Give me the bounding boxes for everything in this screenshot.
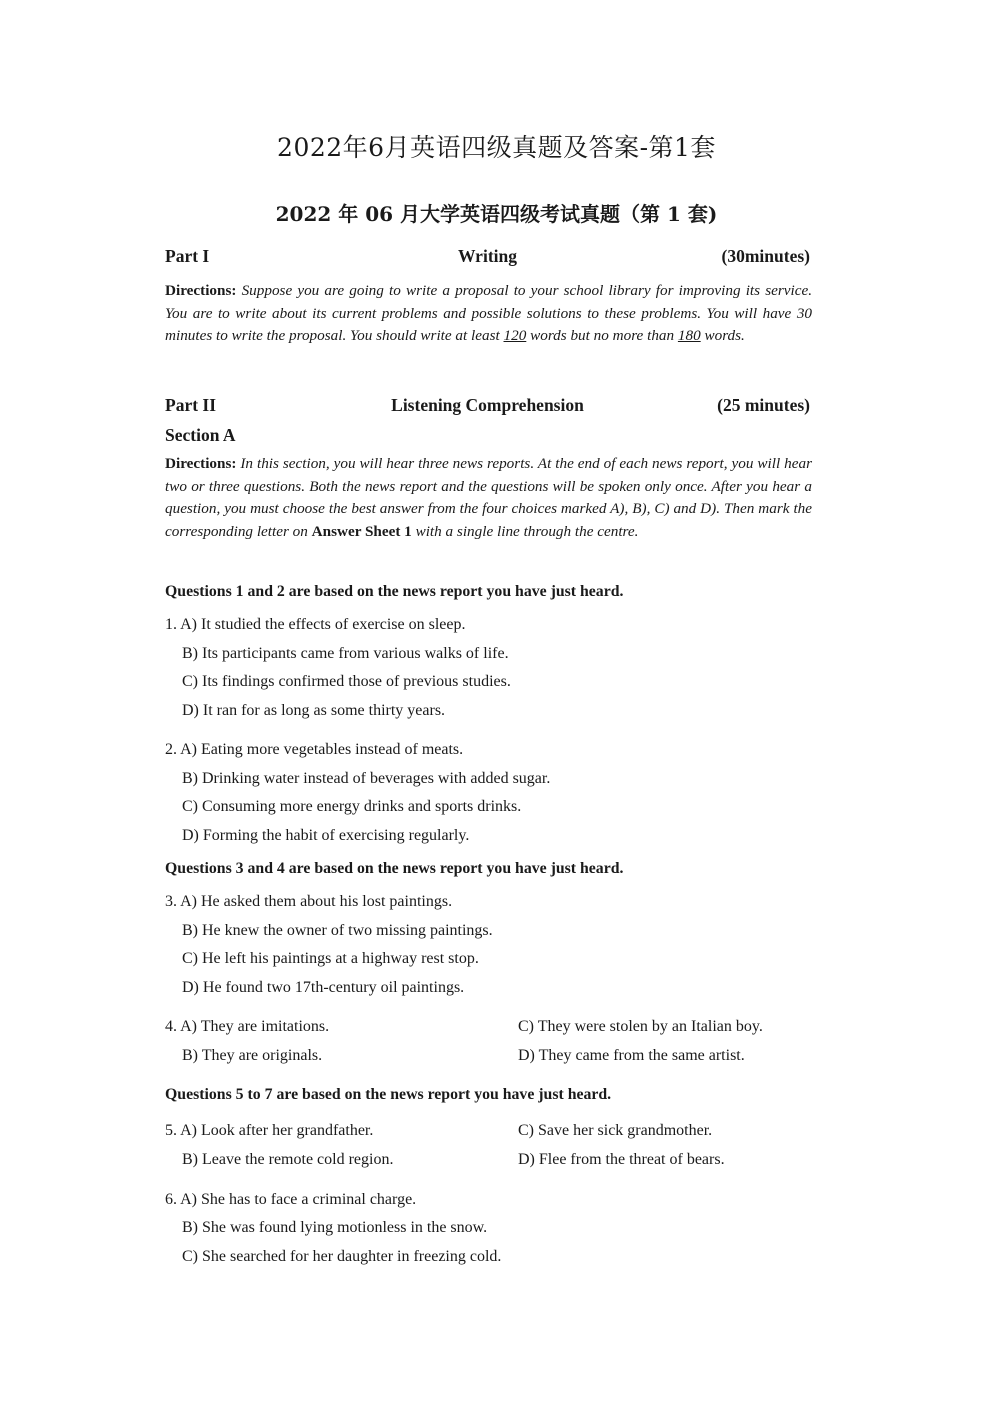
question-3-option-a: 3. A) He asked them about his lost paintings. — [165, 893, 453, 910]
question-6-option-c: C) She searched for her daughter in freezing cold. — [182, 1248, 502, 1265]
directions-text: with a single line through the centre. — [411, 523, 639, 541]
part-1-time: (30minutes) — [721, 246, 810, 266]
document-title: 2022年6月英语四级真题及答案-第1套 — [277, 133, 716, 162]
section-a-label: Section A — [165, 425, 236, 445]
answer-sheet-label: Answer Sheet 1 — [311, 523, 412, 541]
directions-lead: Directions: — [165, 282, 237, 299]
question-4-option-a: 4. A) They are imitations. — [165, 1018, 330, 1035]
question-group-heading: Questions 3 and 4 are based on the news report you have just heard. — [165, 860, 624, 877]
question-1-option-c: C) Its findings confirmed those of previous studies. — [182, 673, 511, 690]
part-1-name: Writing — [458, 246, 517, 266]
part-1-header — [165, 246, 810, 272]
exam-subtitle: 2022 年 06 月大学英语四级考试真题（第 1 套) — [275, 202, 718, 226]
directions-text: words. — [700, 327, 745, 345]
question-1-option-a: 1. A) It studied the effects of exercise on sleep. — [165, 616, 466, 633]
question-3-option-b: B) He knew the owner of two missing paintings. — [182, 922, 493, 939]
directions-text: words but no more than — [526, 327, 678, 345]
question-5-option-b: B) Leave the remote cold region. — [182, 1151, 394, 1168]
part-2-time: (25 minutes) — [717, 395, 810, 415]
question-4-option-c: C) They were stolen by an Italian boy. — [518, 1018, 763, 1035]
question-6-option-b: B) She was found lying motionless in the snow. — [182, 1219, 488, 1236]
question-group-heading: Questions 5 to 7 are based on the news report you have just heard. — [165, 1086, 612, 1103]
min-words: 120 — [503, 327, 527, 345]
directions-text: In this section, you will hear three news reports. At the end of each news report, you will hear two or three questions. Both the news report and the questions will be spoken only once. After you hear a question, you must choose the best answer from the four choices marked A), B), C) and D). Then mark the corresponding letter on — [165, 455, 812, 541]
directions-text: Suppose you are going to write a proposal to your school library for improving its service. You are to write about its current problems and possible solutions to these problems. You will have 30 minutes to write the proposal. You should write at least — [165, 282, 812, 345]
question-3-option-d: D) He found two 17th-century oil paintings. — [182, 979, 465, 996]
part-2-label: Part II — [165, 395, 217, 415]
question-6-option-a: 6. A) She has to face a criminal charge. — [165, 1191, 417, 1208]
question-5-option-c: C) Save her sick grandmother. — [518, 1122, 713, 1139]
question-2-option-c: C) Consuming more energy drinks and sports drinks. — [182, 798, 522, 815]
question-4-option-b: B) They are originals. — [182, 1047, 323, 1064]
part-2-directions — [165, 453, 812, 544]
question-2-option-d: D) Forming the habit of exercising regularly. — [182, 827, 470, 844]
question-2-option-b: B) Drinking water instead of beverages with added sugar. — [182, 770, 551, 787]
directions-lead: Directions: — [165, 455, 237, 472]
question-4-option-d: D) They came from the same artist. — [518, 1047, 745, 1064]
question-1-option-d: D) It ran for as long as some thirty years. — [182, 702, 446, 719]
part-1-label: Part I — [165, 246, 210, 266]
question-1-option-b: B) Its participants came from various walks of life. — [182, 645, 509, 662]
question-2-option-a: 2. A) Eating more vegetables instead of meats. — [165, 741, 464, 758]
part-2-header — [165, 395, 810, 421]
question-5-option-a: 5. A) Look after her grandfather. — [165, 1122, 374, 1139]
max-words: 180 — [677, 327, 701, 345]
part-1-directions — [165, 280, 812, 348]
question-5-option-d: D) Flee from the threat of bears. — [518, 1151, 725, 1168]
part-2-name: Listening Comprehension — [391, 395, 584, 415]
question-group-heading: Questions 1 and 2 are based on the news report you have just heard. — [165, 583, 624, 600]
question-3-option-c: C) He left his paintings at a highway rest stop. — [182, 950, 479, 967]
